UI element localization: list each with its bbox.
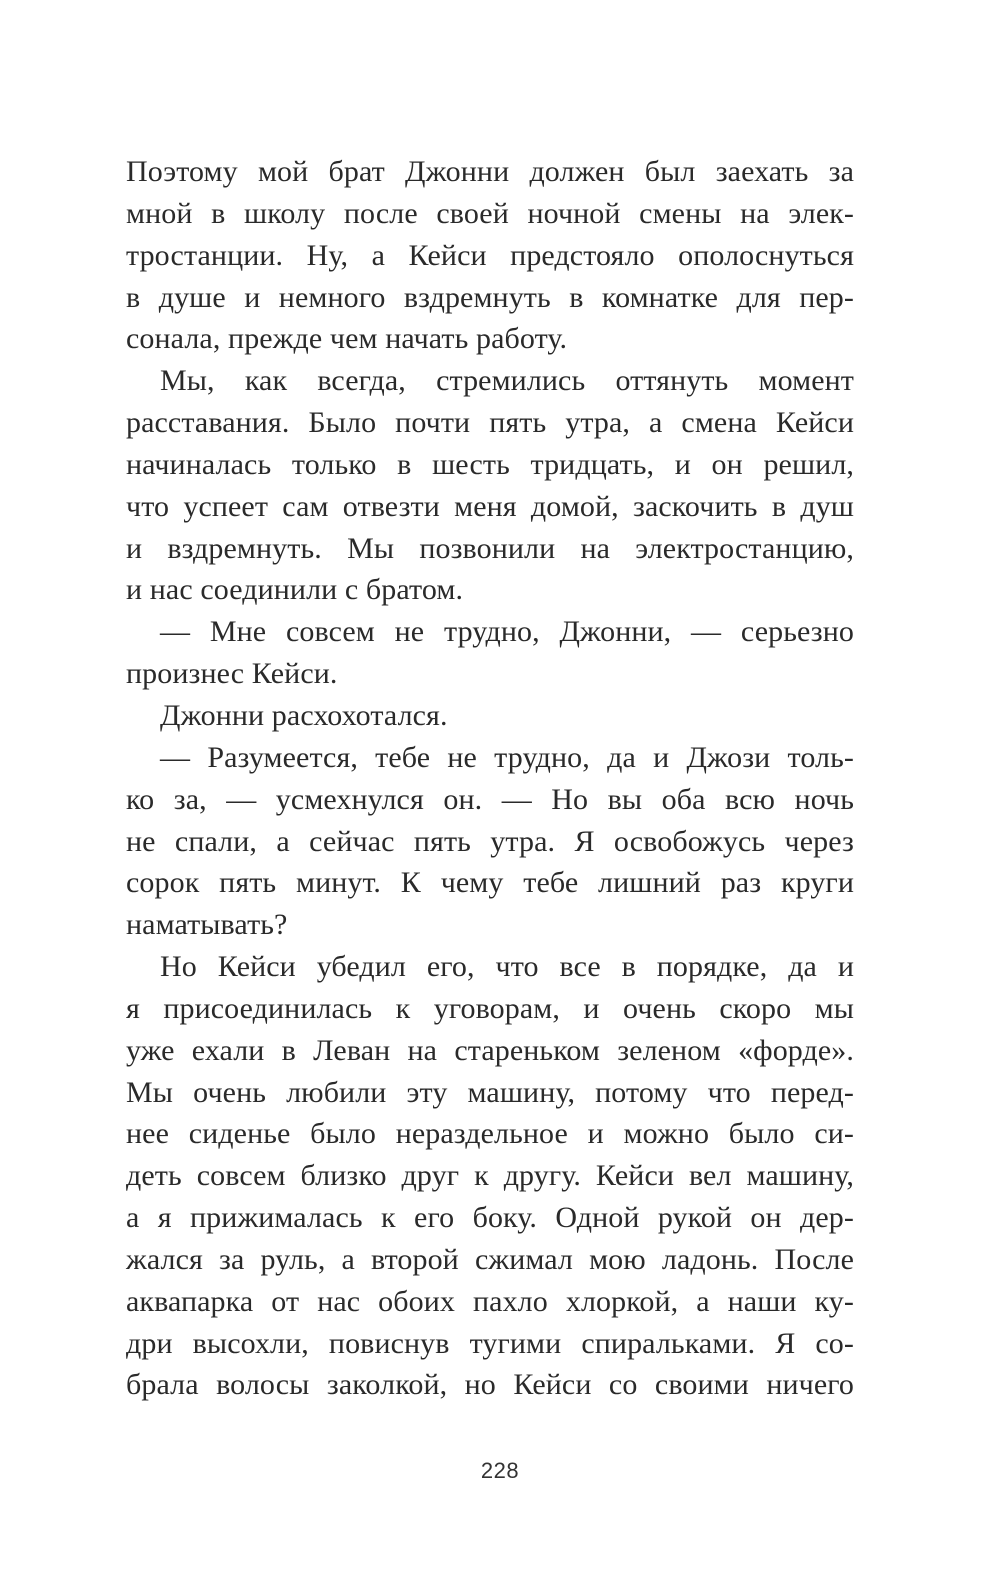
- text-line-5: сонала, прежде чем начать работу.: [126, 322, 568, 356]
- text-line-8: начиналась только в шесть тридцать, и он решил,: [126, 447, 854, 481]
- text-line-7: расставания. Было почти пять утра, а смена Кейси: [126, 406, 854, 440]
- text-line-4: в душе и немного вздремнуть в комнатке для пер-: [126, 280, 854, 314]
- text-line-25: деть совсем близко друг к другу. Кейси вел машину,: [126, 1159, 854, 1193]
- text-line-28: аквапарка от нас обоих пахло хлоркой, а наши ку-: [126, 1284, 854, 1318]
- text-line-29: дри высохли, повиснув тугими спиральками. Я со-: [126, 1326, 854, 1360]
- text-line-27: жался за руль, а второй сжимал мою ладонь. После: [126, 1242, 854, 1276]
- text-line-17: не спали, а сейчас пять утра. Я освобожусь через: [126, 824, 854, 858]
- text-line-26: а я прижималась к его боку. Одной рукой он дер-: [126, 1201, 854, 1235]
- page-number: 228: [480, 1458, 520, 1483]
- text-line-15: — Разумеется, тебе не трудно, да и Джози толь-: [160, 740, 854, 774]
- text-line-19: наматывать?: [126, 908, 288, 942]
- text-line-13: произнес Кейси.: [126, 657, 338, 691]
- text-line-22: уже ехали в Леван на стареньком зеленом «форде».: [126, 1033, 854, 1067]
- text-line-18: сорок пять минут. К чему тебе лишний раз круги: [126, 866, 854, 900]
- body-text: [126, 151, 854, 1406]
- text-line-11: и нас соединили с братом.: [126, 573, 464, 607]
- text-line-6: Мы, как всегда, стремились оттянуть момент: [160, 364, 854, 398]
- text-line-10: и вздремнуть. Мы позвонили на электростанцию,: [126, 531, 854, 565]
- text-line-3: тростанции. Ну, а Кейси предстояло ополоснуться: [126, 238, 854, 272]
- text-line-14: Джонни расхохотался.: [160, 698, 448, 732]
- text-line-20: Но Кейси убедил его, что все в порядке, да и: [160, 950, 854, 984]
- text-line-12: — Мне совсем не трудно, Джонни, — серьезно: [160, 615, 854, 649]
- text-line-16: ко за, — усмехнулся он. — Но вы оба всю ночь: [126, 782, 854, 816]
- text-line-24: нее сиденье было нераздельное и можно было си-: [126, 1117, 854, 1151]
- text-line-1: Поэтому мой брат Джонни должен был заехать за: [126, 155, 854, 188]
- text-line-9: что успеет сам отвезти меня домой, заскочить в душ: [126, 489, 854, 523]
- text-line-30: брала волосы заколкой, но Кейси со своими ничего: [126, 1368, 854, 1402]
- text-line-23: Мы очень любили эту машину, потому что перед-: [126, 1075, 854, 1109]
- text-line-2: мной в школу после своей ночной смены на элек-: [126, 196, 854, 230]
- text-line-21: я присоединилась к уговорам, и очень скоро мы: [126, 991, 854, 1025]
